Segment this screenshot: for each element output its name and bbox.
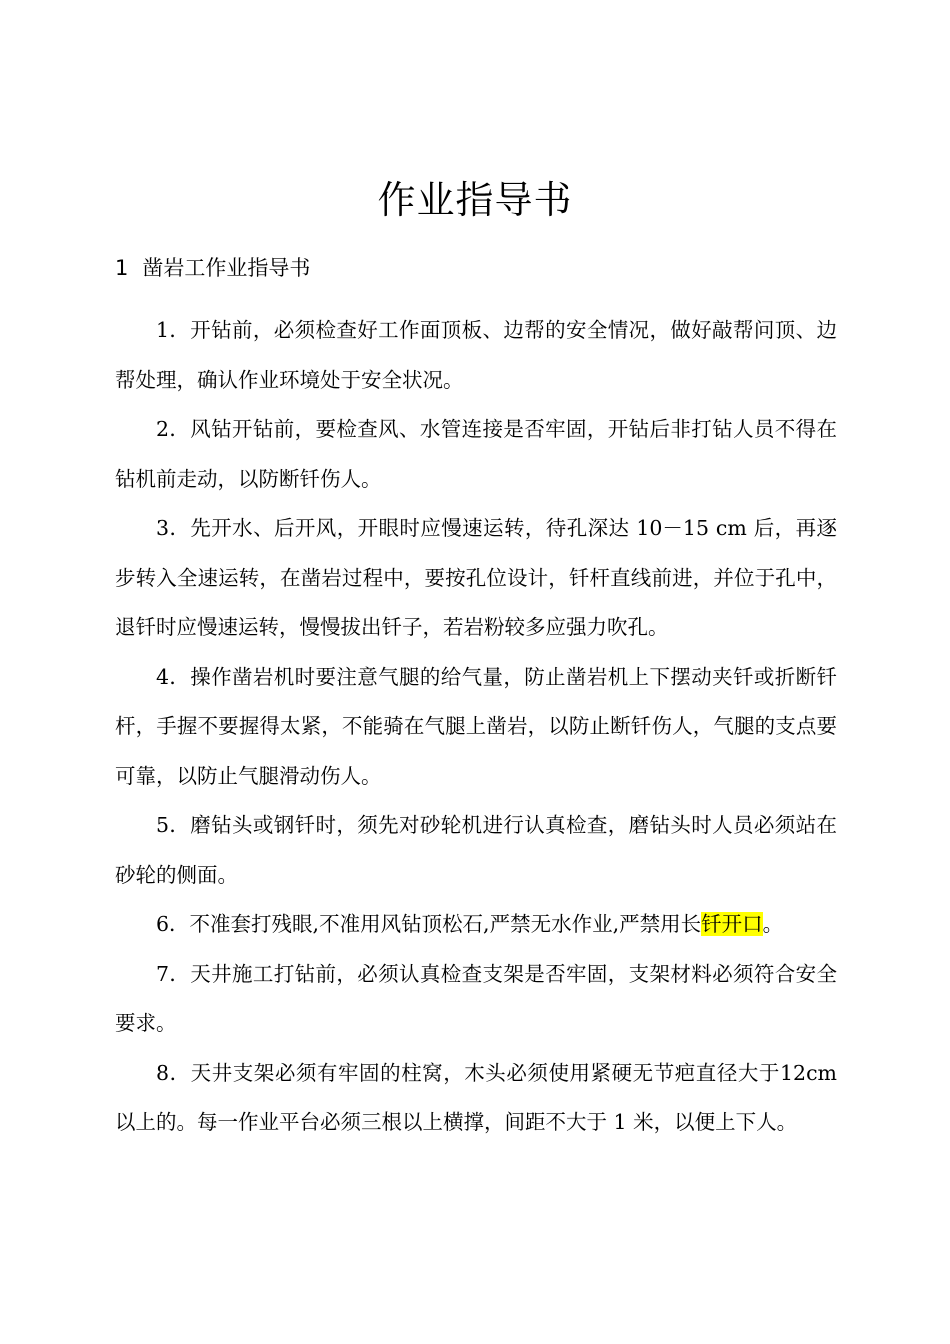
paragraph-number: 3．	[156, 516, 191, 540]
paragraph-number: 7．	[156, 961, 191, 986]
paragraph-2	[115, 405, 837, 504]
paragraph-5	[115, 801, 837, 900]
paragraph-number: 5．	[156, 813, 191, 837]
document-body	[115, 306, 837, 1148]
section-title: 凿岩工作业指导书	[142, 256, 311, 280]
paragraph-1	[115, 306, 837, 405]
paragraph-8	[115, 1049, 837, 1148]
paragraph-3	[115, 504, 837, 653]
paragraph-text: 风钻开钻前，要检查风、水管连接是否牢固，开钻后非打钻人员不得在钻机前走动，以防断钎伤人。	[115, 417, 838, 491]
paragraph-text: 不准套打残眼,不准用风钻顶松石,严禁无水作业,严禁用长	[189, 912, 702, 936]
paragraph-number: 8．	[156, 1060, 191, 1085]
paragraph-text-end: 。	[762, 912, 784, 936]
paragraph-7	[115, 950, 837, 1049]
paragraph-text: 磨钻头或钢钎时，须先对砂轮机进行认真检查，磨钻头时人员必须站在砂轮的侧面。	[115, 813, 838, 887]
paragraph-6	[115, 900, 837, 950]
section-number: 1	[115, 256, 129, 280]
paragraph-number: 1．	[156, 318, 191, 342]
document-title: 作业指导书	[377, 178, 573, 222]
paragraph-number: 2．	[156, 417, 191, 441]
paragraph-text: 天井施工打钻前，必须认真检查支架是否牢固，支架材料必须符合安全要求。	[115, 961, 838, 1035]
paragraph-text: 开钻前，必须检查好工作面顶板、边帮的安全情况，做好敲帮问顶、边帮处理，确认作业环境处于安全状况。	[115, 318, 838, 392]
section-heading	[115, 252, 310, 284]
paragraph-number: 4．	[156, 664, 191, 689]
paragraph-4	[115, 653, 837, 802]
paragraph-text: 先开水、后开风，开眼时应慢速运转，待孔深达 10－15 cm 后，再逐步转入全速运转，在凿岩过程中，要按孔位设计，钎杆直线前进，并位于孔中，退钎时应慢速运转，慢慢拔出钎子，若岩粉较多应强力吹孔。	[115, 516, 837, 639]
paragraph-text: 天井支架必须有牢固的柱窝，木头必须使用紧硬无节疤直径大于12cm 以上的。每一作业平台必须三根以上横撑，间距不大于 1 米，以便上下人。	[115, 1060, 837, 1134]
paragraph-text: 操作凿岩机时要注意气腿的给气量，防止凿岩机上下摆动夹钎或折断钎杆，手握不要握得太紧，不能骑在气腿上凿岩，以防止断钎伤人，气腿的支点要可靠，以防止气腿滑动伤人。	[115, 664, 838, 788]
paragraph-number: 6．	[156, 912, 190, 936]
highlighted-text: 钎开口	[701, 912, 763, 936]
